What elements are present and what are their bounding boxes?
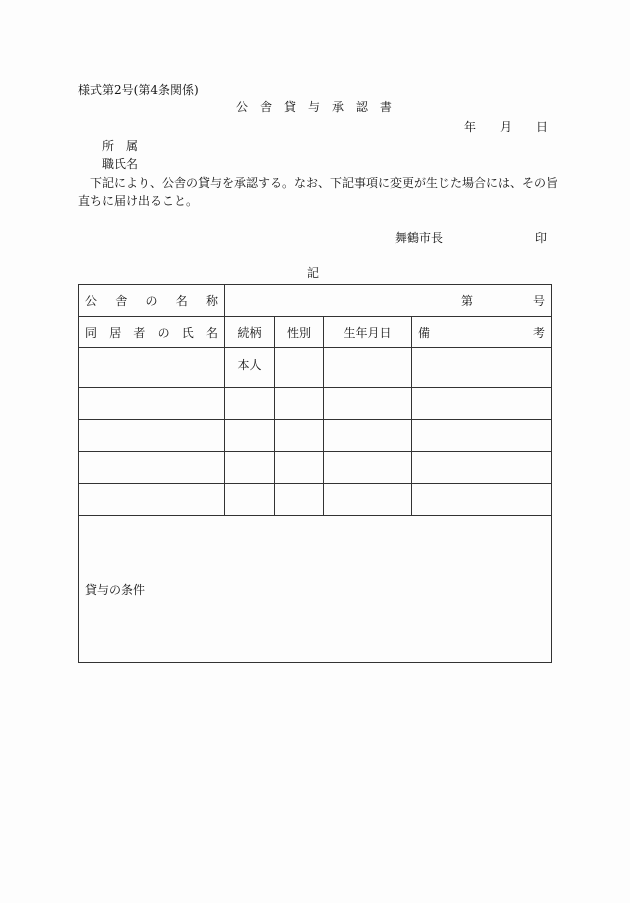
relation-cell: 本人 <box>225 348 275 388</box>
birthdate-cell <box>324 484 412 516</box>
column-header-row <box>79 317 552 348</box>
table-row <box>79 484 552 516</box>
lending-table <box>78 284 552 663</box>
gender-header: 性別 <box>275 317 324 348</box>
name-cell <box>79 452 225 484</box>
body-text-line2: 直ちに届け出ること。 <box>78 194 199 208</box>
gender-cell <box>275 388 324 420</box>
mayor-title: 舞鶴市長 <box>395 231 444 245</box>
date-month: 月 <box>500 120 513 134</box>
lending-conditions: 貸与の条件 <box>79 516 552 663</box>
conditions-row <box>79 516 552 663</box>
birthdate-header: 生年月日 <box>324 317 412 348</box>
table-row <box>79 388 552 420</box>
document-title: 公 舎 貸 与 承 認 書 <box>236 100 392 114</box>
relation-cell <box>225 452 275 484</box>
form-number: 様式第2号(第4条関係) <box>78 83 199 97</box>
table-row <box>79 452 552 484</box>
table-row <box>79 420 552 452</box>
affiliation-label: 所 属 <box>102 139 138 153</box>
table-row <box>79 348 552 388</box>
residence-name-label: 公 舎 の 名 称 <box>79 285 225 317</box>
name-cell <box>79 348 225 388</box>
remarks-header: 備 考 <box>412 317 552 348</box>
remarks-cell <box>412 420 552 452</box>
remarks-cell <box>412 388 552 420</box>
name-cell <box>79 484 225 516</box>
relation-header: 続柄 <box>225 317 275 348</box>
name-cell <box>79 420 225 452</box>
remarks-cell <box>412 348 552 388</box>
seal-mark: 印 <box>535 231 548 245</box>
birthdate-cell <box>324 420 412 452</box>
gender-cell <box>275 420 324 452</box>
ki-label: 記 <box>307 266 320 280</box>
residence-number-cell: 第 号 <box>225 285 552 317</box>
relation-cell <box>225 420 275 452</box>
body-text-line1: 下記により、公舎の貸与を承認する。なお、下記事項に変更が生じた場合には、その旨 <box>90 176 559 190</box>
birthdate-cell <box>324 388 412 420</box>
relation-cell <box>225 388 275 420</box>
cohabitant-name-header: 同 居 者 の 氏 名 <box>79 317 225 348</box>
remarks-cell <box>412 452 552 484</box>
name-cell <box>79 388 225 420</box>
gender-cell <box>275 348 324 388</box>
birthdate-cell <box>324 452 412 484</box>
gender-cell <box>275 484 324 516</box>
remarks-cell <box>412 484 552 516</box>
residence-row <box>79 285 552 317</box>
date-year: 年 <box>464 120 477 134</box>
position-name-label: 職氏名 <box>102 157 139 171</box>
gender-cell <box>275 452 324 484</box>
relation-cell <box>225 484 275 516</box>
date-day: 日 <box>536 120 549 134</box>
birthdate-cell <box>324 348 412 388</box>
